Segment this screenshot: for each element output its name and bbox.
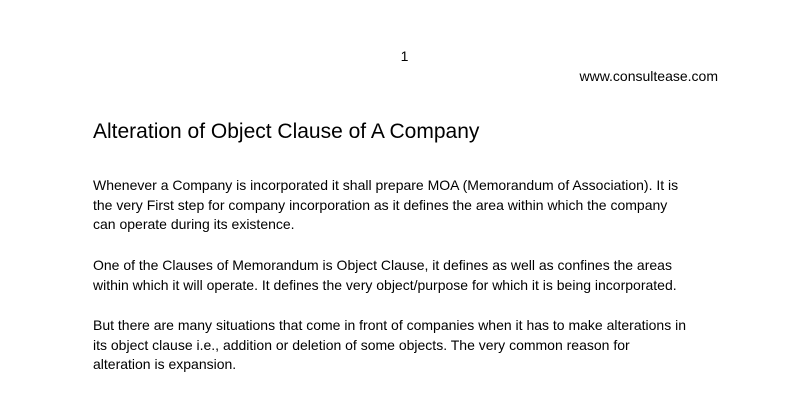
- paragraph-line: But there are many situations that come in front of companies when it has to make alterations in: [93, 317, 686, 333]
- paragraph-3: [93, 316, 733, 375]
- paragraph-line: can operate during its existence.: [93, 216, 295, 232]
- paragraph-line: its object clause i.e., addition or deletion of some objects. The very common reason for: [93, 336, 630, 353]
- page-number: 1: [400, 48, 409, 64]
- paragraph-line: Whenever a Company is incorporated it shall prepare MOA (Memorandum of Association). It is: [93, 177, 679, 193]
- paragraph-line: alteration is expansion.: [93, 356, 237, 372]
- paragraph-1: [93, 176, 733, 235]
- document-title: Alteration of Object Clause of A Company: [93, 120, 480, 143]
- paragraph-2: [93, 256, 733, 295]
- paragraph-line: the very First step for company incorporation as it defines the area within which the company: [93, 196, 668, 213]
- paragraph-line: One of the Clauses of Memorandum is Object Clause, it defines as well as confines the areas: [93, 257, 672, 273]
- header-url[interactable]: www.consultease.com: [579, 68, 718, 84]
- paragraph-line: within which it will operate. It defines the very object/purpose for which it is being incorporated.: [93, 276, 677, 293]
